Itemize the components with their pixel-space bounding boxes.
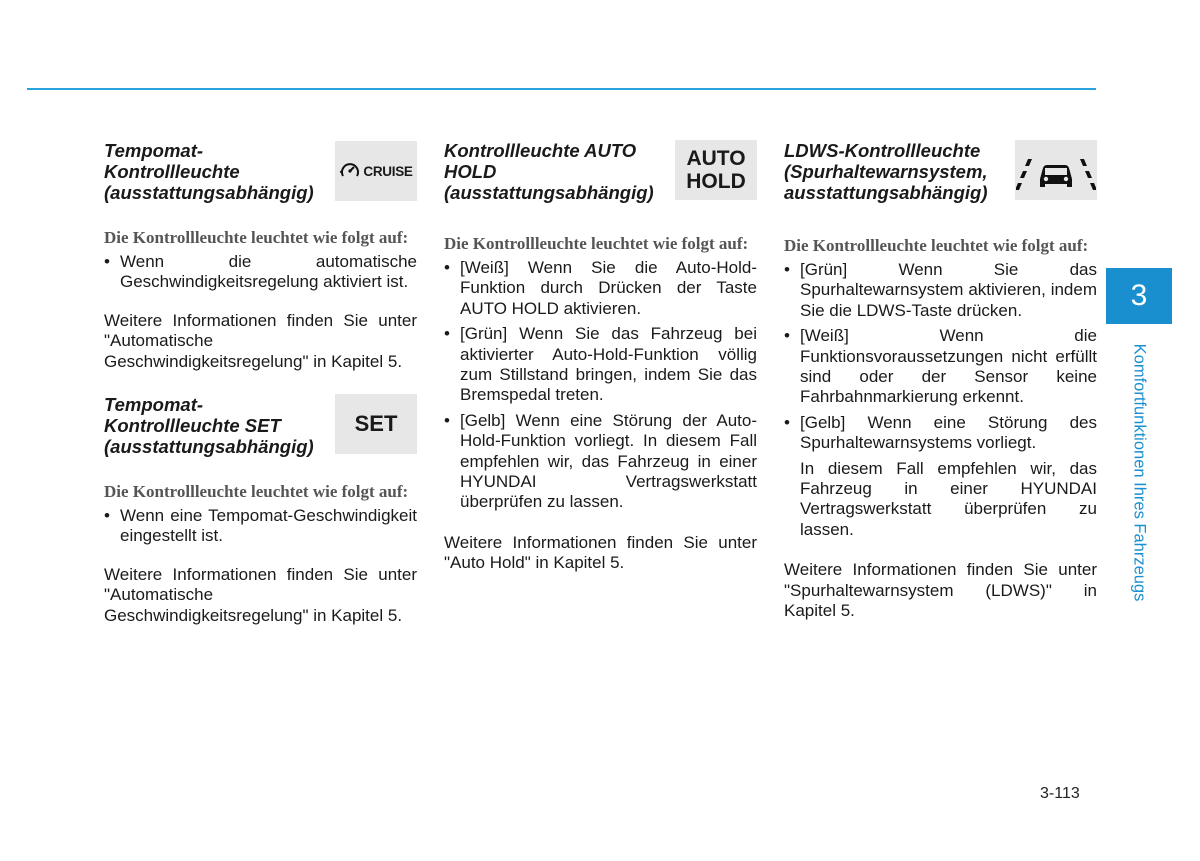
autohold-icon-line: AUTO (686, 147, 746, 170)
chapter-title: Komfortfunktionen Ihres Fahrzeugs (1130, 343, 1149, 601)
title-line: Kontrollleuchte AUTO (444, 140, 637, 161)
set-info: Weitere Informationen finden Sie unter "Automatische Geschwindigkeitsregelung" in Kapitel 5. (104, 564, 417, 625)
list-item: • Wenn die automatische Geschwindigkeitsregelung aktiviert ist. (104, 252, 417, 293)
ldws-entry-title (784, 140, 1010, 203)
list-item: • [Weiß] Wenn die Funktionsvoraussetzungen nicht erfüllt sind oder der Sensor keine Fahrbahnmarkierung erkennt. (784, 326, 1097, 408)
chapter-title-vertical (1127, 336, 1151, 608)
ldws-entry-header (784, 140, 1097, 203)
chapter-number: 3 (1130, 279, 1148, 312)
autohold-entry-title (444, 140, 670, 203)
list-item: • [Gelb] Wenn eine Störung des Spurhaltewarnsystems vorliegt. (784, 413, 1097, 454)
autohold-info: Weitere Informationen finden Sie unter "Auto Hold" in Kapitel 5. (444, 532, 757, 573)
title-line: Tempomat- (104, 140, 204, 161)
speedometer-icon (339, 160, 361, 182)
set-entry-title (104, 394, 329, 457)
autohold-icon-label (686, 147, 746, 193)
ldws-lead: Die Kontrollleuchte leuchtet wie folgt auf: (784, 236, 1089, 255)
cruise-entry-header (104, 140, 417, 203)
title-line: ausstattungsabhängig) (784, 182, 988, 203)
cruise-entry-title (104, 140, 329, 203)
cruise-info: Weitere Informationen finden Sie unter "Automatische Geschwindigkeitsregelung" in Kapitel 5. (104, 310, 417, 371)
lane-departure-car-icon (1015, 140, 1097, 200)
column-2 (444, 140, 757, 574)
ldws-car-icon (1016, 145, 1096, 195)
autohold-lead: Die Kontrollleuchte leuchtet wie folgt auf: (444, 234, 749, 253)
title-line: (ausstattungsabhängig) (104, 182, 314, 203)
list-item: • [Grün] Wenn Sie das Spurhaltewarnsystem aktivieren, indem Sie die LDWS-Taste drücken. (784, 260, 1097, 321)
title-line: Kontrollleuchte (104, 161, 240, 182)
column-1 (104, 140, 417, 626)
set-icon-label: SET (354, 411, 398, 437)
autohold-bullets (444, 258, 757, 513)
cruise-indicator-icon (335, 141, 417, 201)
ldws-info: Weitere Informationen finden Sie unter "Spurhaltewarnsystem (LDWS)" in Kapitel 5. (784, 560, 1097, 621)
set-entry-header (104, 394, 417, 457)
title-line: Tempomat- (104, 394, 204, 416)
title-line: (ausstattungsabhängig) (444, 182, 654, 203)
autohold-entry-header (444, 140, 757, 203)
cruise-icon-label: CRUISE (363, 163, 413, 179)
ldws-bullets (784, 260, 1097, 454)
column-3 (784, 140, 1097, 622)
title-line: (ausstattungsabhängig) (104, 436, 314, 458)
set-indicator-icon (335, 394, 417, 454)
autohold-indicator-icon (675, 140, 757, 200)
header-rule (27, 88, 1096, 90)
list-item: • [Weiß] Wenn Sie die Auto-Hold-Funktion durch Drücken der Taste AUTO HOLD aktivieren. (444, 258, 757, 319)
list-item: • [Gelb] Wenn eine Störung der Auto-Hold-Funktion vorliegt. In diesem Fall empfehlen wir, das Fahrzeug in einer HYUNDAI Vertragswerkstatt überprüfen zu lassen. (444, 411, 757, 513)
cruise-lead: Die Kontrollleuchte leuchtet wie folgt auf: (104, 228, 409, 247)
page-number: 3-113 (1040, 785, 1080, 802)
cruise-bullets (104, 252, 417, 293)
list-item: • [Grün] Wenn Sie das Fahrzeug bei aktivierter Auto-Hold-Funktion völlig zum Stillstand bringen, indem Sie das Bremspedal treten. (444, 324, 757, 406)
title-line: Kontrollleuchte SET (104, 415, 281, 437)
title-line: HOLD (444, 161, 497, 182)
autohold-icon-line: HOLD (686, 170, 746, 193)
ldws-bullet-followup: In diesem Fall empfehlen wir, das Fahrzeug in einer HYUNDAI Vertragswerkstatt überprüfen zu lassen. (800, 458, 1097, 539)
list-item: • Wenn eine Tempomat-Geschwindigkeit eingestellt ist. (104, 506, 417, 547)
chapter-number-tab (1106, 268, 1172, 324)
set-lead: Die Kontrollleuchte leuchtet wie folgt auf: (104, 482, 409, 502)
title-line: LDWS-Kontrollleuchte (784, 140, 981, 161)
set-bullets (104, 506, 417, 547)
title-line: (Spurhaltewarnsystem, (784, 161, 988, 182)
